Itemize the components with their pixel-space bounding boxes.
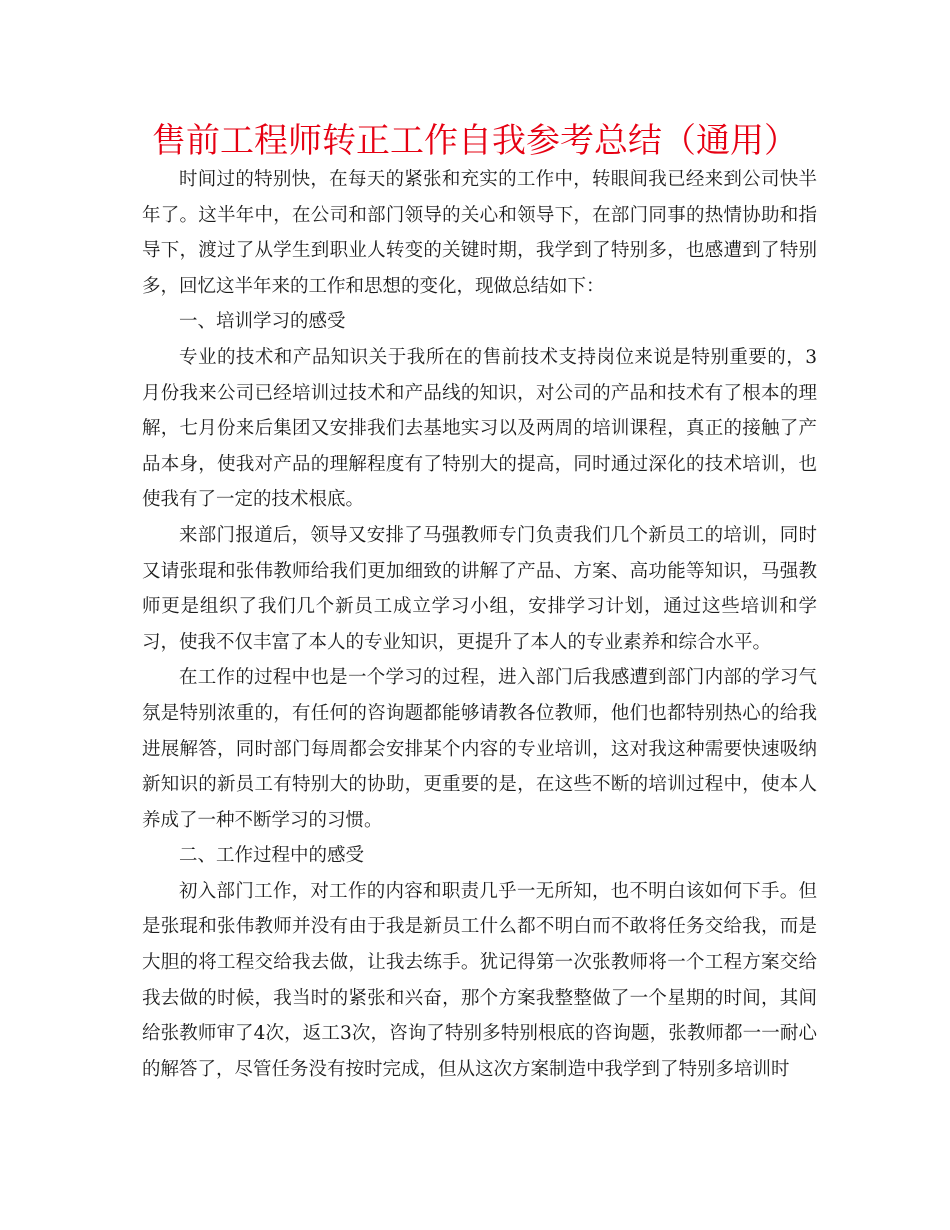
paragraph-training-2: 来部门报道后，领导又安排了马强教师专门负责我们几个新员工的培训，同时又请张琨和张伟教师给我们更加细致的讲解了产品、方案、高功能等知识，马强教师更是组织了我们几个新员工成立学习小组，安排学习计划，通过这些培训和学习，使我不仅丰富了本人的专业知识，更提升了本人的专业素养和综合水平。 [142,524,817,653]
paragraph-work-1: 初入部门工作，对工作的内容和职责几乎一无所知，也不明白该如何下手。但是张琨和张伟教师并没有由于我是新员工什么都不明白而不敢将任务交给我，而是大胆的将工程交给我去做，让我去练手。犹记得第一次张教师将一个工程方案交给我去做的时候，我当时的紧张和兴奋，那个方案我整整做了一个星期的时间，其间给张教师审了4次，返工3次，咨询了特别多特别根底的咨询题，张教师都一一耐心的解答了，尽管任务没有按时完成，但从这次方案制造中我学到了特别多培训时 [142,880,817,1080]
paragraph-training-1: 专业的技术和产品知识关于我所在的售前技术支持岗位来说是特别重要的，3月份我来公司已经培训过技术和产品线的知识，对公司的产品和技术有了根本的理解，七月份来后集团又安排我们去基地实习以及两周的培训课程，真正的接触了产品本身，使我对产品的理解程度有了特别大的提高，同时通过深化的技术培训，也使我有了一定的技术根底。 [142,346,817,511]
section-heading-training: 一、培训学习的感受 [179,311,346,333]
document-body [142,162,817,1087]
section-heading-work: 二、工作过程中的感受 [179,845,365,867]
paragraph-training-3: 在工作的过程中也是一个学习的过程，进入部门后我感遭到部门内部的学习气氛是特别浓重的，有任何的咨询题都能够请教各位教师，他们也都特别热心的给我进展解答，同时部门每周都会安排某个内容的专业培训，这对我这种需要快速吸纳新知识的新员工有特别大的协助，更重要的是，在这些不断的培训过程中，使本人养成了一种不断学习的习惯。 [142,667,817,831]
document-title: 售前工程师转正工作自我参考总结（通用） [152,121,798,161]
paragraph-intro: 时间过的特别快，在每天的紧张和充实的工作中，转眼间我已经来到公司快半年了。这半年中，在公司和部门领导的关心和领导下，在部门同事的热情协助和指导下，渡过了从学生到职业人转变的关键时期，我学到了特别多，也感遭到了特别多，回忆这半年来的工作和思想的变化，现做总结如下： [142,169,817,297]
